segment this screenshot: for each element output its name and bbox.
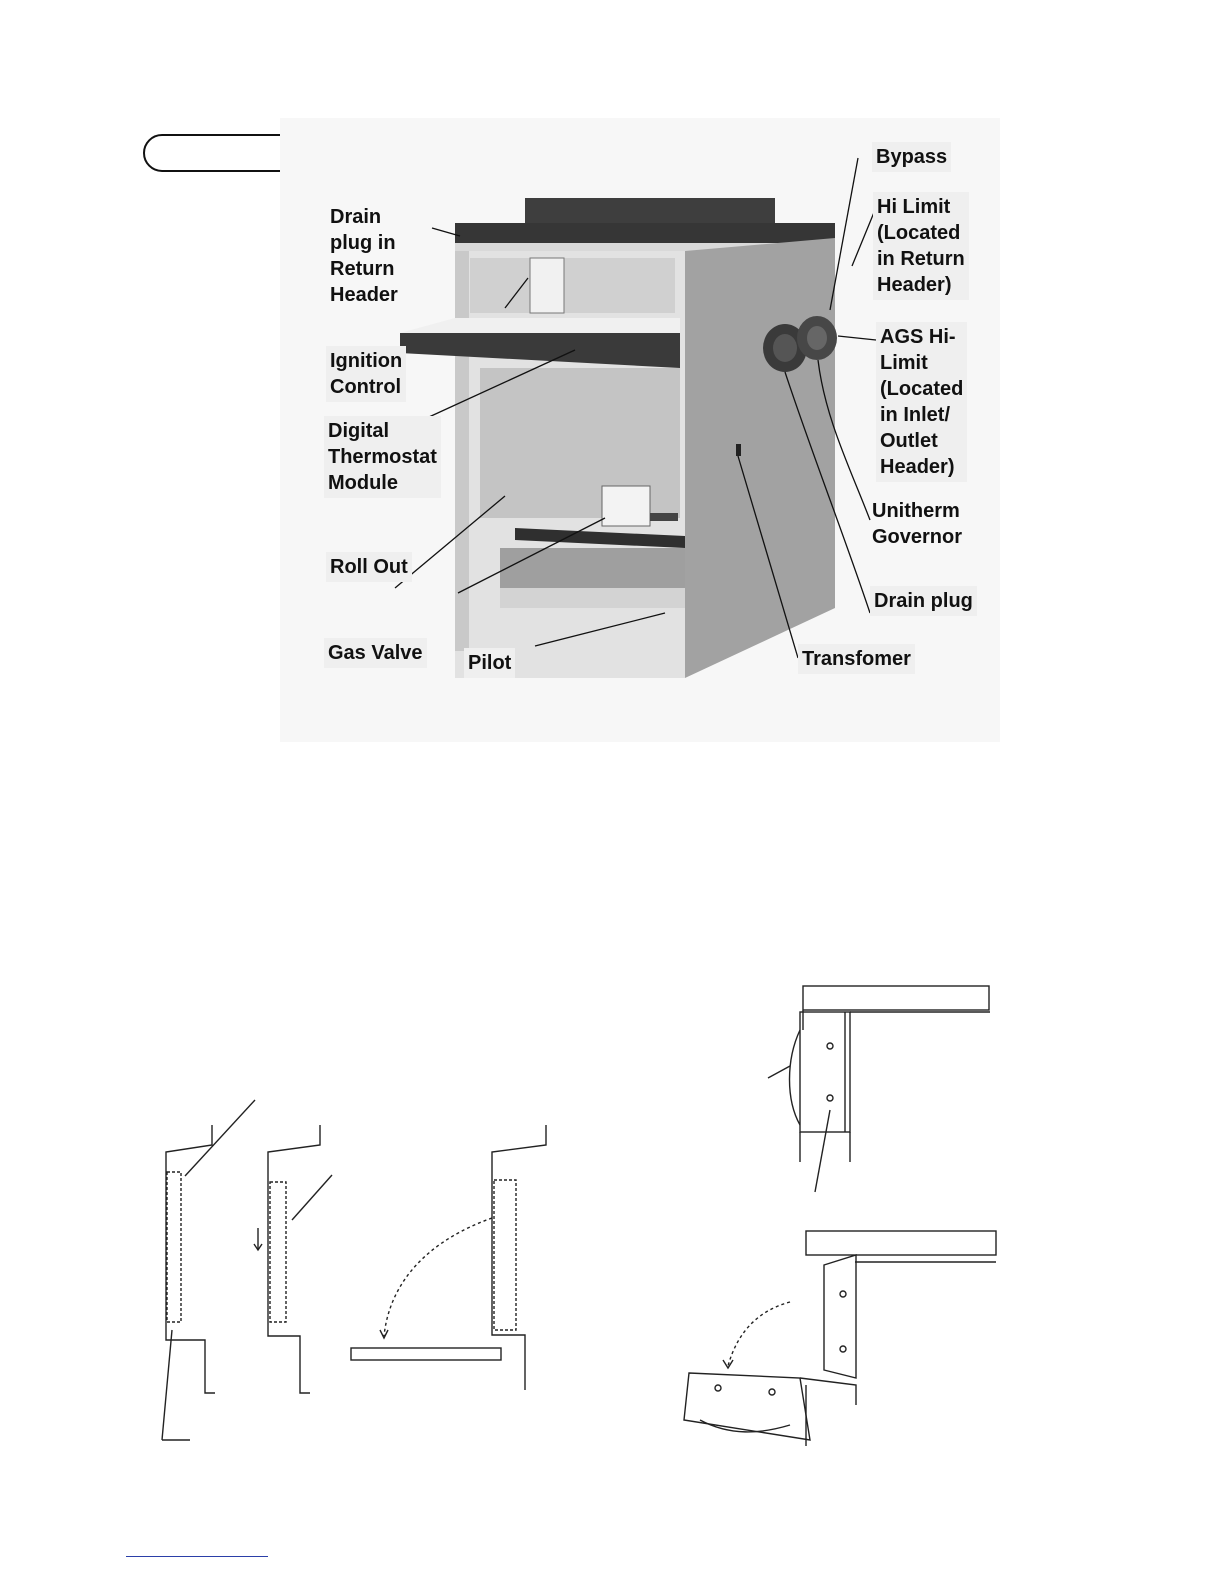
callout-hi-limit: Hi Limit (Located in Return Header)	[873, 192, 969, 300]
callout-drain-plug-return: Drain plug in Return Header	[330, 206, 398, 306]
callout-digital-thermostat: Digital Thermostat Module	[324, 416, 441, 498]
callout-bypass: Bypass	[872, 142, 951, 172]
heater-top-lid	[455, 223, 835, 243]
heater-top-cap	[525, 198, 775, 223]
footer-link-underline[interactable]	[126, 1556, 268, 1557]
header-cover-diagram	[684, 986, 996, 1446]
callout-pilot: Pilot	[464, 648, 515, 678]
callout-roll-out: Roll Out	[326, 552, 412, 582]
callout-drain-plug: Drain plug	[870, 586, 977, 616]
heater-side	[685, 238, 835, 678]
callout-ignition-control: Ignition Control	[326, 346, 406, 402]
callout-transformer: Transfomer	[798, 644, 915, 674]
gas-valve-box	[602, 486, 650, 526]
callout-unitherm: Unitherm Governor	[872, 500, 963, 548]
callout-gas-valve: Gas Valve	[324, 638, 427, 668]
callout-ags-hi-limit: AGS Hi- Limit (Located in Inlet/ Outlet Header)	[876, 322, 967, 482]
panel-removal-diagram	[162, 1100, 546, 1440]
heater-photo-panel	[280, 118, 1000, 742]
